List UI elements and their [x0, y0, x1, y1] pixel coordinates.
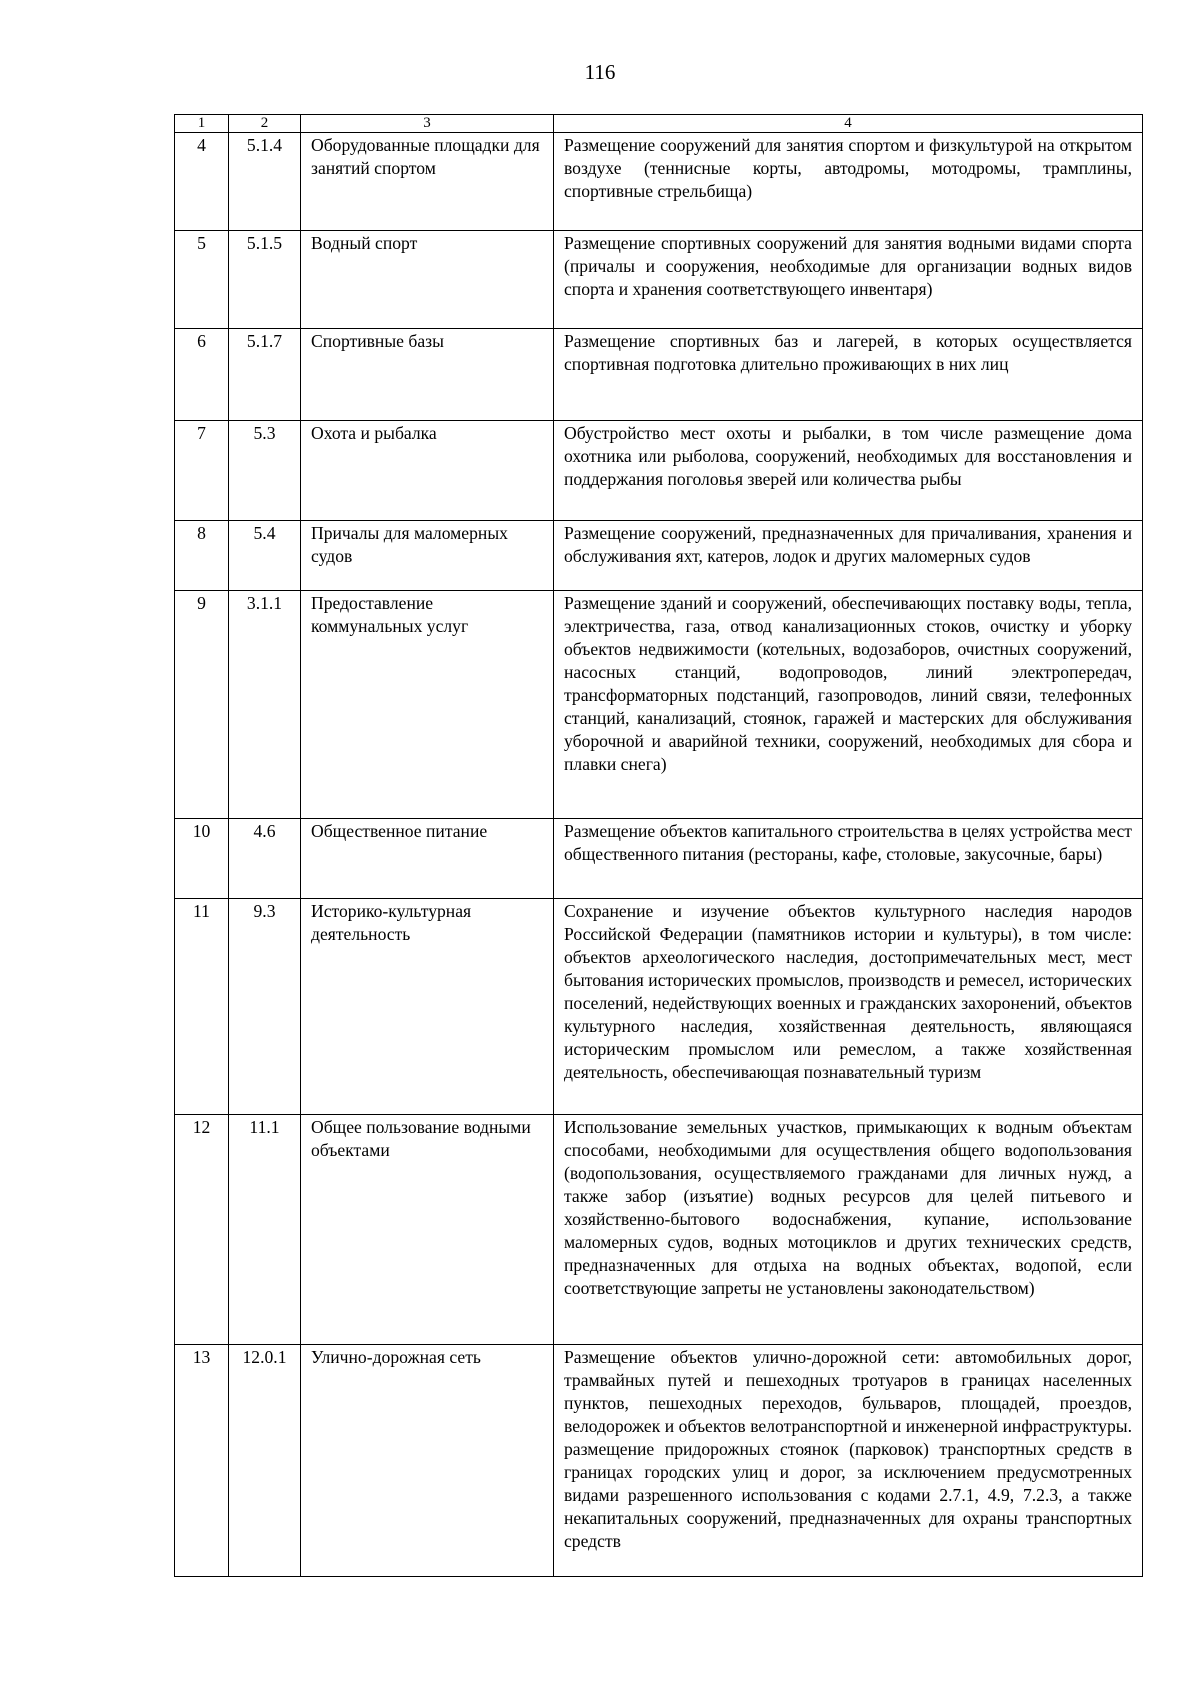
row-number: 8 — [175, 521, 229, 591]
row-number: 5 — [175, 231, 229, 329]
row-number: 12 — [175, 1115, 229, 1345]
row-code: 5.1.4 — [229, 133, 301, 231]
row-description: Размещение объектов улично-дорожной сети: автомобильных дорог, трамвайных путей и пешеходных тротуаров в границах населенных пунктов, пешеходных переходов, бульваров, площадей, проездов, велодорожек и объектов велотранспортной и инженерной инфраструктуры. размещение придорожных стоянок (парковок) транспортных средств в границах городских улиц и дорог, за исключением предусмотренных видами разрешенного использования с кодами 2.7.1, 4.9, 7.2.3, а также некапитальных сооружений, предназначенных для охраны транспортных средств — [554, 1345, 1143, 1577]
row-name: Оборудованные площадки для занятий спортом — [301, 133, 554, 231]
row-code: 5.1.7 — [229, 329, 301, 421]
row-description: Сохранение и изучение объектов культурного наследия народов Российской Федерации (памятников истории и культуры), в том числе: объектов археологического наследия, достопримечательных мест, мест бытования исторических промыслов, производств и ремесел, исторических поселений, недействующих военных и гражданских захоронений, объектов культурного наследия, хозяйственная деятельность, являющаяся историческим промыслом или ремеслом, а также хозяйственная деятельность, обеспечивающая познавательный туризм — [554, 899, 1143, 1115]
row-name: Общее пользование водными объектами — [301, 1115, 554, 1345]
row-name: Предоставление коммунальных услуг — [301, 591, 554, 819]
page-number: 116 — [584, 60, 616, 84]
table-row — [175, 231, 1143, 329]
row-description: Размещение сооружений, предназначенных для причаливания, хранения и обслуживания яхт, катеров, лодок и других маломерных судов — [554, 521, 1143, 591]
land-use-table — [174, 114, 1143, 1577]
row-name: Улично-дорожная сеть — [301, 1345, 554, 1577]
row-number: 9 — [175, 591, 229, 819]
row-description: Использование земельных участков, примыкающих к водным объектам способами, необходимыми для осуществления общего водопользования (водопользования, осуществляемого гражданами для личных нужд, а также забор (изъятие) водных ресурсов для целей питьевого и хозяйственно-бытового водоснабжения, купание, использование маломерных судов, водных мотоциклов и других технических средств, предназначенных для отдыха на водных объектах, водопой, если соответствующие запреты не установлены законодательством) — [554, 1115, 1143, 1345]
table-row — [175, 421, 1143, 521]
table-header-row — [175, 115, 1143, 133]
row-number: 7 — [175, 421, 229, 521]
row-description: Размещение сооружений для занятия спортом и физкультурой на открытом воздухе (теннисные корты, автодромы, мотодромы, трамплины, спортивные стрельбища) — [554, 133, 1143, 231]
row-description: Обустройство мест охоты и рыбалки, в том числе размещение дома охотника или рыболова, сооружений, необходимых для восстановления и поддержания поголовья зверей или количества рыбы — [554, 421, 1143, 521]
table-row — [175, 591, 1143, 819]
header-col-4: 4 — [554, 115, 1143, 133]
row-description: Размещение спортивных сооружений для занятия водными видами спорта (причалы и сооружения, необходимые для организации водных видов спорта и хранения соответствующего инвентаря) — [554, 231, 1143, 329]
table-body — [175, 133, 1143, 1577]
row-name: Историко-культурная деятельность — [301, 899, 554, 1115]
row-name: Охота и рыбалка — [301, 421, 554, 521]
row-number: 10 — [175, 819, 229, 899]
row-code: 12.0.1 — [229, 1345, 301, 1577]
row-name: Спортивные базы — [301, 329, 554, 421]
row-name: Общественное питание — [301, 819, 554, 899]
row-number: 13 — [175, 1345, 229, 1577]
table-row — [175, 819, 1143, 899]
row-code: 5.1.5 — [229, 231, 301, 329]
table-row — [175, 521, 1143, 591]
row-code: 9.3 — [229, 899, 301, 1115]
row-code: 5.3 — [229, 421, 301, 521]
table-row — [175, 329, 1143, 421]
row-code: 11.1 — [229, 1115, 301, 1345]
row-number: 4 — [175, 133, 229, 231]
table-header — [175, 115, 1143, 133]
header-col-3: 3 — [301, 115, 554, 133]
row-code: 4.6 — [229, 819, 301, 899]
row-description: Размещение спортивных баз и лагерей, в которых осуществляется спортивная подготовка длительно проживающих в них лиц — [554, 329, 1143, 421]
header-col-2: 2 — [229, 115, 301, 133]
row-name: Водный спорт — [301, 231, 554, 329]
row-description: Размещение зданий и сооружений, обеспечивающих поставку воды, тепла, электричества, газа, отвод канализационных стоков, очистку и уборку объектов недвижимости (котельных, водозаборов, очистных сооружений, насосных станций, водопроводов, линий электропередач, трансформаторных подстанций, газопроводов, линий связи, телефонных станций, канализаций, стоянок, гаражей и мастерских для обслуживания уборочной и аварийной техники, сооружений, необходимых для сбора и плавки снега) — [554, 591, 1143, 819]
row-name: Причалы для маломерных судов — [301, 521, 554, 591]
header-col-1: 1 — [175, 115, 229, 133]
row-code: 5.4 — [229, 521, 301, 591]
row-number: 6 — [175, 329, 229, 421]
table-row — [175, 133, 1143, 231]
row-code: 3.1.1 — [229, 591, 301, 819]
table-row — [175, 899, 1143, 1115]
row-description: Размещение объектов капитального строительства в целях устройства мест общественного питания (рестораны, кафе, столовые, закусочные, бары) — [554, 819, 1143, 899]
row-number: 11 — [175, 899, 229, 1115]
table-row — [175, 1115, 1143, 1345]
table-row — [175, 1345, 1143, 1577]
